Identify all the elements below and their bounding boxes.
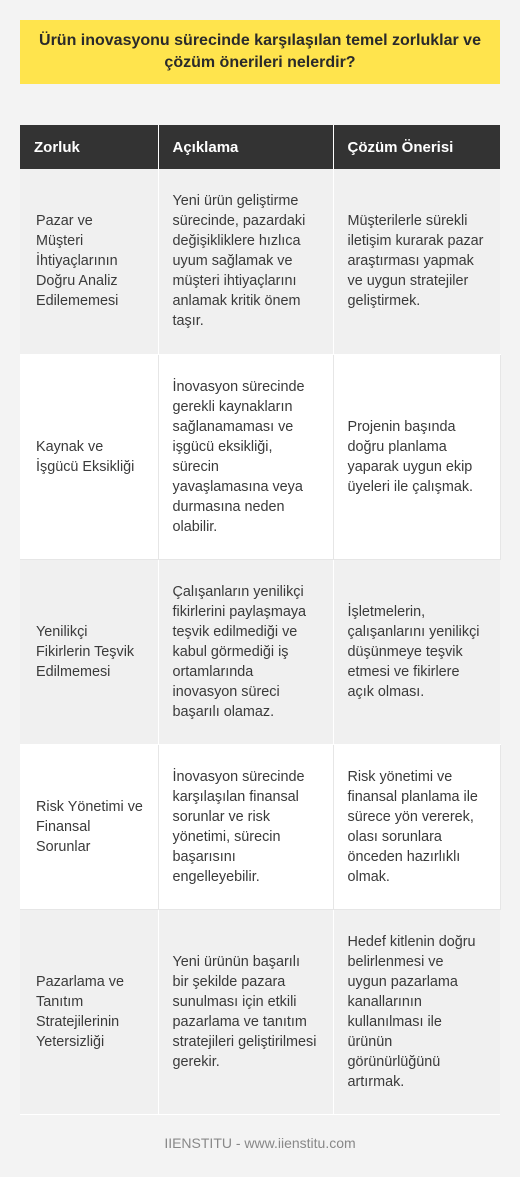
column-header-zorluk: Zorluk xyxy=(20,125,158,169)
cell-aciklama: Yeni ürünün başarılı bir şekilde pazara sunulması için etkili pazarlama ve tanıtım stratejileri geliştirilmesi gerekir. xyxy=(158,909,333,1114)
cell-aciklama: Çalışanların yenilikçi fikirlerini paylaşmaya teşvik edilmediği ve kabul görmediği iş ortamlarında inovasyon süreci başarılı olamaz. xyxy=(158,559,333,744)
cell-zorluk: Risk Yönetimi ve Finansal Sorunlar xyxy=(20,744,158,909)
page-title: Ürün inovasyonu sürecinde karşılaşılan temel zorluklar ve çözüm önerileri nelerdir? xyxy=(39,32,481,71)
cell-aciklama: İnovasyon sürecinde karşılaşılan finansal sorunlar ve risk yönetimi, sürecin başarısını engelleyebilir. xyxy=(158,744,333,909)
cell-cozum: İşletmelerin, çalışanlarını yenilikçi düşünmeye teşvik etmesi ve fikirlere açık olması. xyxy=(333,559,500,744)
cell-aciklama: İnovasyon sürecinde gerekli kaynakların sağlanamaması ve işgücü eksikliği, sürecin yavaşlamasına veya durmasına neden olabilir. xyxy=(158,354,333,559)
cell-zorluk: Pazar ve Müşteri İhtiyaçlarının Doğru Analiz Edilememesi xyxy=(20,169,158,354)
cell-cozum: Risk yönetimi ve finansal planlama ile sürece yön vererek, olası sorunlara önceden hazırlıklı olmak. xyxy=(333,744,500,909)
column-header-cozum: Çözüm Önerisi xyxy=(333,125,500,169)
cell-zorluk: Pazarlama ve Tanıtım Stratejilerinin Yetersizliği xyxy=(20,909,158,1114)
cell-cozum: Hedef kitlenin doğru belirlenmesi ve uygun pazarlama kanallarının kullanılması ile ürünün görünürlüğünü artırmak. xyxy=(333,909,500,1114)
cell-zorluk: Yenilikçi Fikirlerin Teşvik Edilmemesi xyxy=(20,559,158,744)
cell-cozum: Projenin başında doğru planlama yaparak uygun ekip üyeleri ile çalışmak. xyxy=(333,354,500,559)
table-row xyxy=(20,909,500,1114)
challenges-table xyxy=(20,125,501,1115)
table-row xyxy=(20,744,500,909)
table-row xyxy=(20,354,500,559)
title-banner xyxy=(20,20,500,84)
table-row xyxy=(20,169,500,354)
column-header-aciklama: Açıklama xyxy=(158,125,333,169)
table-row xyxy=(20,559,500,744)
footer-credit: IIENSTITU - www.iienstitu.com xyxy=(164,1135,356,1151)
cell-cozum: Müşterilerle sürekli iletişim kurarak pazar araştırması yapmak ve uygun stratejiler geliştirmek. xyxy=(333,169,500,354)
cell-aciklama: Yeni ürün geliştirme sürecinde, pazardaki değişikliklere hızlıca uyum sağlamak ve müşteri ihtiyaçlarını anlamak kritik önem taşır. xyxy=(158,169,333,354)
table-header-row xyxy=(20,125,500,169)
cell-zorluk: Kaynak ve İşgücü Eksikliği xyxy=(20,354,158,559)
